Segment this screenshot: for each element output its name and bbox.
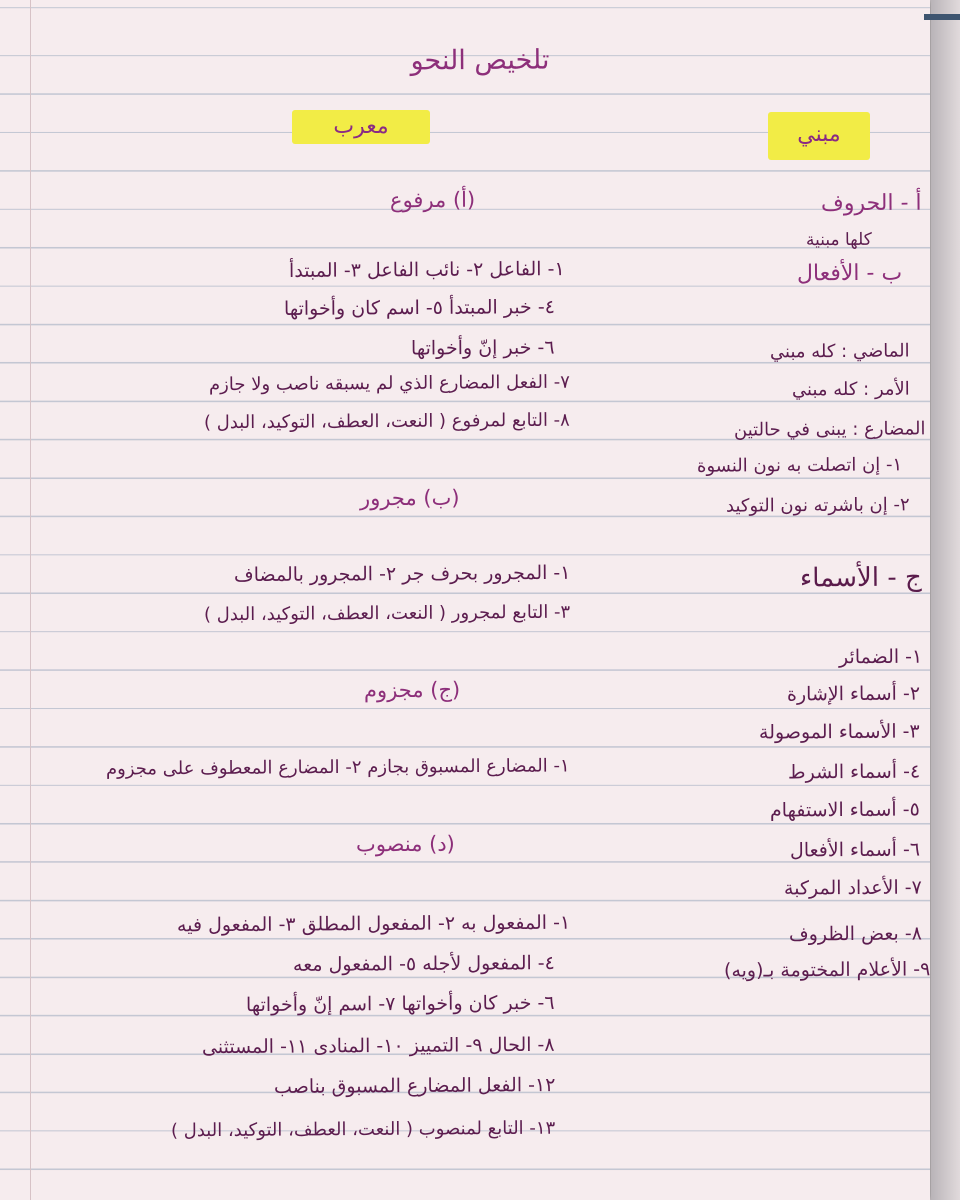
majrur-label: (ب) مجرور xyxy=(360,485,461,511)
next-page-edge xyxy=(931,0,960,1200)
asma-item: ٧- الأعداد المركبة xyxy=(784,876,923,900)
mansub-line: ١- المفعول به ٢- المفعول المطلق ٣- المفعول فيه xyxy=(176,911,571,937)
mansub-line: ٨- الحال ٩- التمييز ١٠- المنادى ١١- المستثنى xyxy=(202,1033,556,1059)
mansub-label: (د) منصوب xyxy=(356,831,456,857)
afal-label: ب - الأفعال xyxy=(796,260,903,287)
mansub-line: ١٣- التابع لمنصوب ( النعت، العطف، التوكيد، البدل ) xyxy=(170,1117,556,1142)
murab-heading: معرب xyxy=(292,110,430,144)
huruf-label: أ - الحروف xyxy=(821,190,923,217)
page-title: تلخيص النحو xyxy=(410,44,550,77)
asma-item: ٩- الأعلام المختومة بـ(ويه) xyxy=(723,958,931,982)
asma-item: ٨- بعض الظروف xyxy=(789,922,923,946)
asma-item: ١- الضمائر xyxy=(838,645,923,669)
mansub-line: ٤- المفعول لأجله ٥- المفعول معه xyxy=(293,952,556,976)
afal-item: الماضي : كله مبني xyxy=(770,340,911,363)
asma-item: ٣- الأسماء الموصولة xyxy=(759,720,921,744)
asma-item: ٢- أسماء الإشارة xyxy=(786,682,921,706)
asma-item: ٦- أسماء الأفعال xyxy=(789,838,921,862)
afal-item: الأمر : كله مبني xyxy=(792,378,911,401)
afal-item: المضارع : يبنى في حالتين xyxy=(734,418,927,441)
asma-label: ج - الأسماء xyxy=(800,562,923,594)
margin-line xyxy=(30,0,31,1200)
majrur-line: ٣- التابع لمجرور ( النعت، العطف، التوكيد، البدل ) xyxy=(203,601,571,626)
marfu-line: ١- الفاعل ٢- نائب الفاعل ٣- المبتدأ xyxy=(289,258,566,282)
marfu-line: ٦- خبر إنّ وأخواتها xyxy=(411,336,556,360)
afal-item: ٢- إن باشرته نون التوكيد xyxy=(726,494,911,517)
bookmark-tab xyxy=(924,14,960,20)
huruf-note: كلها مبنية xyxy=(806,229,873,251)
majzum-label: (ج) مجزوم xyxy=(363,677,461,703)
marfu-line: ٤- خبر المبتدأ ٥- اسم كان وأخواتها xyxy=(284,296,556,320)
mansub-line: ٦- خبر كان وأخواتها ٧- اسم إنّ وأخواتها xyxy=(246,991,556,1017)
marfu-line: ٧- الفعل المضارع الذي لم يسبقه ناصب ولا جازم xyxy=(209,371,571,396)
asma-item: ٥- أسماء الاستفهام xyxy=(770,798,921,822)
afal-item: ١- إن اتصلت به نون النسوة xyxy=(696,454,903,477)
majzum-line: ١- المضارع المسبوق بجازم ٢- المضارع المعطوف على مجزوم xyxy=(106,755,571,780)
asma-item: ٤- أسماء الشرط xyxy=(787,760,921,784)
majrur-line: ١- المجرور بحرف جر ٢- المجرور بالمضاف xyxy=(233,561,571,587)
mansub-line: ١٢- الفعل المضارع المسبوق بناصب xyxy=(273,1074,556,1098)
marfu-line: ٨- التابع لمرفوع ( النعت، العطف، التوكيد، البدل ) xyxy=(204,409,571,434)
marfu-label: (أ) مرفوع xyxy=(389,187,476,213)
mabni-heading: مبني xyxy=(768,112,870,160)
